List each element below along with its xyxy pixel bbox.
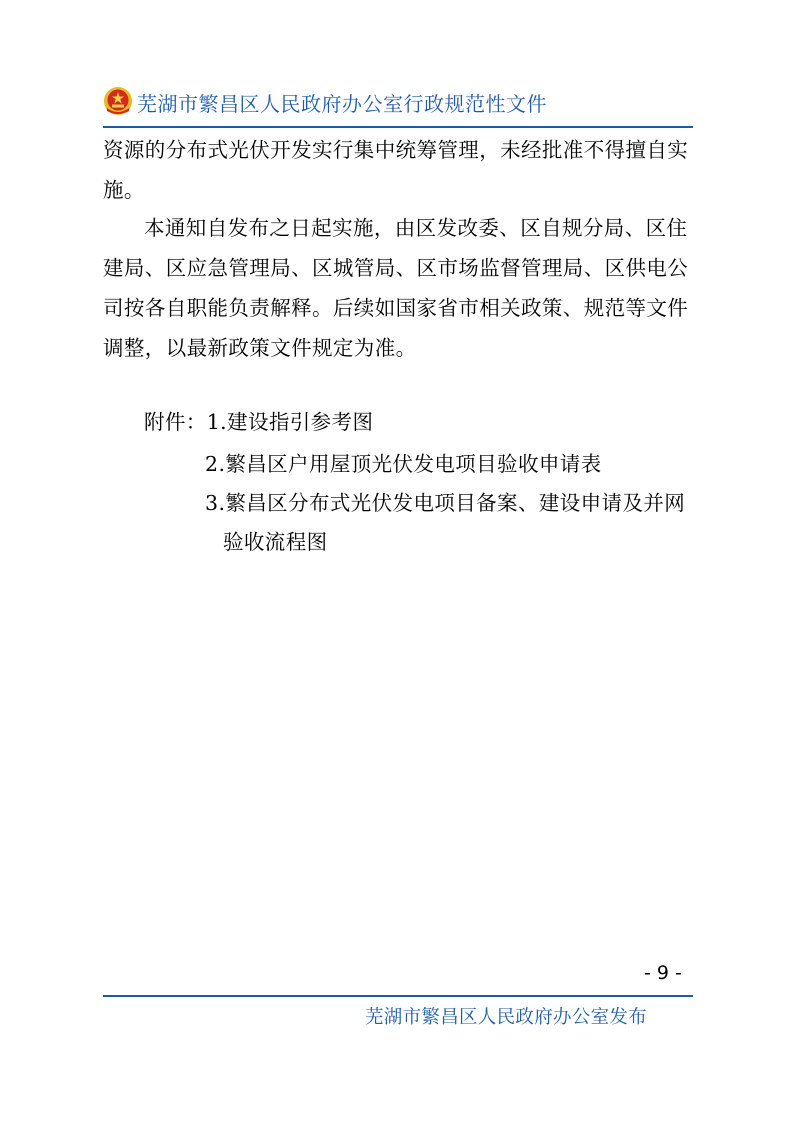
text-line: 资源的分布式光伏开发实行集中统筹管理，未经批准不得擅自实 — [103, 138, 689, 162]
attachment-item-2: 2.繁昌区户用屋顶光伏发电项目验收申请表 — [205, 452, 602, 476]
text-line: 施。 — [103, 178, 145, 202]
attachment-item-3-continued: 验收流程图 — [223, 530, 328, 554]
attachment-item-1 — [144, 402, 373, 442]
paragraph-continued — [103, 130, 693, 210]
header-divider — [103, 126, 693, 128]
text-line: 司按各自职能负责解释。后续如国家省市相关政策、规范等文件 — [103, 296, 689, 320]
text-line: 本通知自发布之日起实施，由区发改委、区自规分局、区住 — [144, 216, 688, 240]
text-line: 建局、区应急管理局、区城管局、区市场监督管理局、区供电公 — [103, 256, 689, 280]
footer-divider — [103, 995, 693, 997]
paragraph-effective-date — [103, 208, 693, 368]
attachment-text: 1.建设指引参考图 — [206, 410, 374, 434]
attachment-item-3: 3.繁昌区分布式光伏发电项目备案、建设申请及并网 — [205, 491, 686, 515]
document-header — [103, 84, 693, 120]
header-title: 芜湖市繁昌区人民政府办公室行政规范性文件 — [137, 92, 547, 116]
national-emblem-icon — [103, 86, 133, 116]
page-number: - 9 - — [644, 962, 682, 984]
text-line: 调整，以最新政策文件规定为准。 — [103, 336, 417, 360]
attachments-label: 附件： — [144, 410, 207, 434]
footer-publisher: 芜湖市繁昌区人民政府办公室发布 — [365, 1007, 648, 1028]
